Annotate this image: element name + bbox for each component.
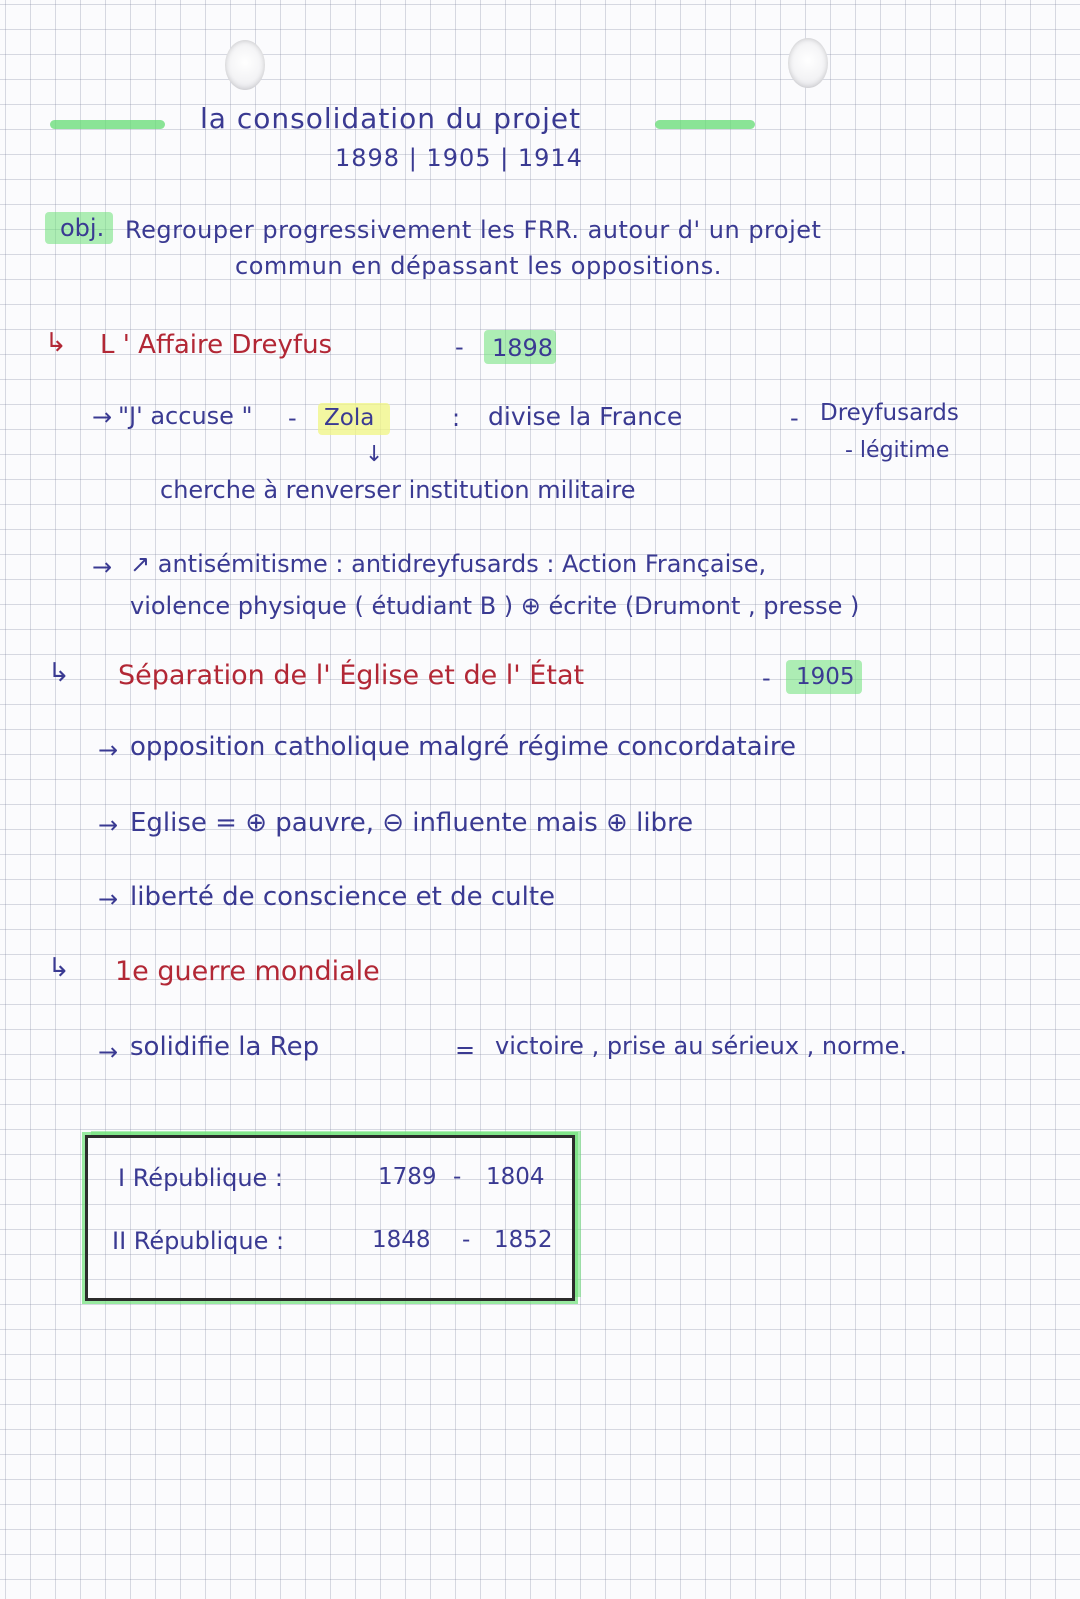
down-arrow-icon: ↓ [365, 442, 384, 467]
dreyfusards-text: Dreyfusards [820, 400, 959, 426]
punch-hole-left [225, 40, 265, 90]
separation-item-1: opposition catholique malgré régime concordataire [130, 732, 796, 762]
jaccuse-arrow: → [92, 403, 113, 431]
objective-line1: Regrouper progressivement les FRR. autour d' un projet [125, 216, 822, 244]
separation-item-arrow-1: → [98, 736, 119, 764]
dreyfus-year: 1898 [492, 334, 554, 362]
page-title: la consolidation du projet [200, 102, 582, 135]
war-item-arrow: → [98, 1038, 119, 1066]
republic-1-end: 1804 [486, 1164, 545, 1190]
divise-text: divise la France [488, 402, 683, 431]
antisemitisme-line2: violence physique ( étudiant B ) ⊕ écrite (Drumont , presse ) [130, 592, 860, 620]
dreyfus-heading: L ' Affaire Dreyfus [100, 330, 333, 360]
republic-2-start: 1848 [372, 1227, 431, 1253]
dreyfus-bullet: ↳ [45, 328, 67, 358]
jaccuse-colon: : [452, 404, 461, 432]
war-heading: 1e guerre mondiale [115, 956, 380, 987]
dreyfus-dash: - [455, 333, 464, 361]
objective-label: obj. [60, 214, 105, 242]
title-dates: 1898 | 1905 | 1914 [335, 144, 583, 172]
separation-item-arrow-2: → [98, 811, 119, 839]
republics-box [85, 1135, 575, 1301]
jaccuse-dash2: - [790, 404, 799, 432]
republic-2-end: 1852 [494, 1227, 553, 1253]
war-item-text: solidifie la Rep [130, 1032, 320, 1062]
separation-heading: Séparation de l' Église et de l' État [118, 660, 585, 691]
title-highlight-right [655, 120, 755, 129]
separation-item-arrow-3: → [98, 885, 119, 913]
republic-1-name: I République : [118, 1164, 284, 1192]
jaccuse-dash: - [288, 404, 297, 432]
republic-1-start: 1789 [378, 1164, 437, 1190]
objective-line2: commun en dépassant les oppositions. [235, 252, 722, 280]
antisemitisme-arrow: → [92, 553, 113, 581]
war-bullet: ↳ [48, 953, 70, 983]
republic-1-dash: - [453, 1164, 462, 1190]
punch-hole-right [788, 38, 828, 88]
separation-bullet: ↳ [48, 658, 70, 688]
separation-item-2: Eglise = ⊕ pauvre, ⊖ influente mais ⊕ libre [130, 808, 694, 838]
separation-dash: - [762, 664, 771, 692]
cherche-text: cherche à renverser institution militaire [160, 476, 636, 504]
legitime-text: - légitime [845, 438, 950, 463]
separation-item-3: liberté de conscience et de culte [130, 882, 556, 912]
antisemitisme-line1: ↗ antisémitisme : antidreyfusards : Action Française, [130, 550, 767, 578]
separation-year: 1905 [796, 664, 855, 690]
war-item-result: victoire , prise au sérieux , norme. [495, 1032, 908, 1060]
zola-text: Zola [324, 405, 375, 431]
republic-2-name: II République : [112, 1227, 285, 1255]
jaccuse-quote: "J' accuse " [118, 402, 253, 430]
war-item-equals: = [455, 1036, 476, 1064]
republic-2-dash: - [462, 1227, 471, 1253]
title-highlight-left [50, 120, 165, 129]
